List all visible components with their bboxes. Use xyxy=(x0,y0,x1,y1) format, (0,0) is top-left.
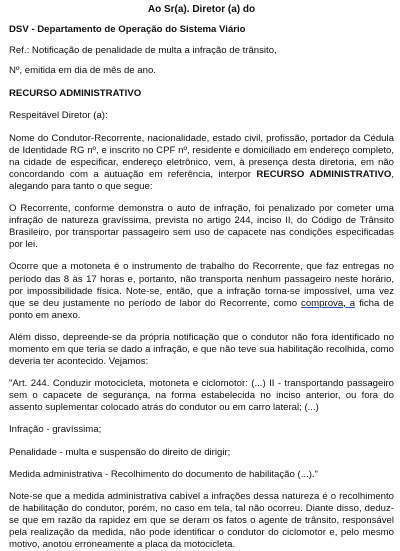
article-quote: "Art. 244. Conduzir motocicleta, motoneta e ciclomotor: (...) II - transportando passageiro sem o capacete de segurança, na forma estabelecida no inciso anterior, ou fora do assento suplementar colocado atrás do condutor ou em carro lateral; (...) xyxy=(9,378,394,414)
motorcycle-text: Ocorre que a motoneta é o instrumento de trabalho do Recorrente, que faz entregas no período das 8 às 17 horas e, portanto, não transporta nenhum passageiro neste horário, por impossibilidade física. Note-se, então, que a infração torna-se impossível, uma vez que se deu justamente no período de labor do Recorrente, como xyxy=(9,261,394,309)
intro-closing-text: , alegando para tanto o que segue: xyxy=(9,168,394,192)
reference-line: Ref.: Notificação de penalidade de multa a infração de trânsito, xyxy=(9,45,277,57)
administrative-measure-quote: Medida administrativa - Recolhimento do documento de habilitação (...)." xyxy=(9,468,318,480)
motorcycle-closing-text: ficha de ponto em anexo. xyxy=(9,297,394,321)
conclusion-paragraph: Note-se que a medida administrativa cabível a infrações dessa natureza é o recolhimento de habilitação do condutor, porém, no caso em tela, tal não ocorreu. Diante disso, deduz-se que em razão da rapidez em que se deram os fatos o agente de trânsito, responsável pela realização da medida, não pode identificar o condutor do ciclomotor e, pelo mesmo motivo, anotou erroneamente a placa da motocicleta. xyxy=(9,490,394,551)
motorcycle-paragraph xyxy=(9,261,394,321)
infraction-quote: Infração - gravíssima; xyxy=(9,424,102,436)
notification-number-line: Nº, emitida em dia de mês de ano. xyxy=(9,65,156,77)
penalty-paragraph: O Recorrente, conforme demonstra o auto de infração, foi penalizado por cometer uma infração de natureza gravíssima, prevista no artigo 244, inciso II, do Código de Trânsito Brasileiro, por transportar passageiro sem uso de capacete nas condições especificadas por lei. xyxy=(9,203,394,251)
penalty-quote: Penalidade - multa e suspensão do direito de dirigir; xyxy=(9,446,231,458)
greeting: Respeitável Diretor (a): xyxy=(9,110,108,122)
department-line: DSV - Departamento de Operação do Sistema Viário xyxy=(9,24,246,36)
underlined-text: comprova, a xyxy=(301,297,356,309)
notification-paragraph: Além disso, depreende-se da própria notificação que o condutor não fora identificado no momento em que teria se dado a infração, e que não teve sua habilitação recolhida, como deveria ter acontecido. Vejamos: xyxy=(9,331,394,368)
document-title: RECURSO ADMINISTRATIVO xyxy=(9,88,142,100)
addressee-line: Ao Sr(a). Diretor (a) do xyxy=(147,4,256,15)
intro-text: Nome do Condutor-Recorrente, nacionalidade, estado civil, profissão, portador da Cédula de Identidade RG nº, e inscrito no CPF nº, residente e domiciliado em endereço completo, na cidade de especificar, endereço eletrônico, vem, à presença desta diretoria, em não concordando com a autuação em referência, interpor xyxy=(9,132,394,180)
intro-paragraph xyxy=(9,133,394,193)
intro-bold-text: RECURSO ADMINISTRATIVO xyxy=(256,168,392,180)
